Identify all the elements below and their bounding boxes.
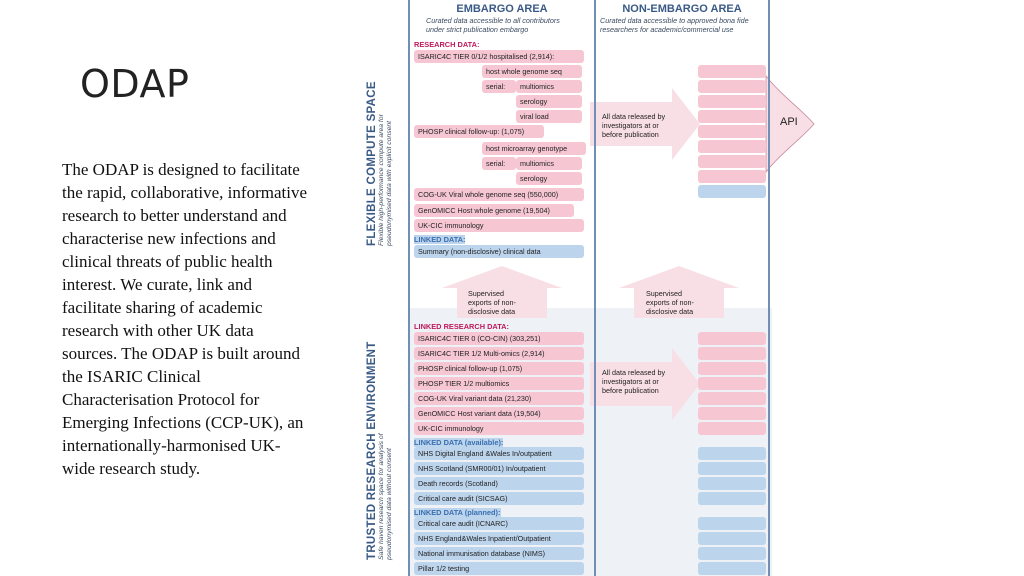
data-item: viral load <box>516 110 582 123</box>
data-item: National immunisation database (NIMS) <box>414 547 584 560</box>
data-item: NHS Scotland (SMR00/01) In/outpatient <box>414 462 584 475</box>
non-embargo-title: NON-EMBARGO AREA <box>622 3 742 15</box>
data-item: PHOSP clinical follow-up: (1,075) <box>414 125 544 138</box>
data-item: Summary (non-disclosive) clinical data <box>414 245 584 258</box>
non-embargo-slot <box>698 95 766 108</box>
data-item: COG-UK Viral variant data (21,230) <box>414 392 584 405</box>
data-item: multiomics <box>516 157 582 170</box>
trusted-research-title: TRUSTED RESEARCH ENVIRONMENT Safe haven research space for analysis of pseudonymised data without consent <box>366 341 393 560</box>
non-embargo-slot <box>698 422 766 435</box>
middle-divider <box>594 0 596 576</box>
data-item: Critical care audit (ICNARC) <box>414 517 584 530</box>
odap-diagram <box>362 0 832 576</box>
data-item: GenOMICC Host variant data (19,504) <box>414 407 584 420</box>
non-embargo-slot <box>698 362 766 375</box>
non-embargo-slot <box>698 492 766 505</box>
linked-research-data-label: LINKED RESEARCH DATA: <box>414 322 509 331</box>
data-item: host microarray genotype <box>482 142 586 155</box>
embargo-title: EMBARGO AREA <box>456 3 548 15</box>
data-item: COG-UK Viral whole genome seq (550,000) <box>414 188 584 201</box>
data-item: Death records (Scotland) <box>414 477 584 490</box>
non-embargo-slot <box>698 462 766 475</box>
data-item: serial: <box>482 80 516 93</box>
data-item: Pillar 1/2 testing <box>414 562 584 575</box>
non-embargo-slot <box>698 80 766 93</box>
data-item: serial: <box>482 157 516 170</box>
non-embargo-slot <box>698 532 766 545</box>
non-embargo-slot <box>698 347 766 360</box>
data-item: NHS England&Wales Inpatient/Outpatient <box>414 532 584 545</box>
left-divider <box>408 0 410 576</box>
release-note-2: All data released by investigators at or before publication <box>602 368 666 395</box>
supervised-note-2: Supervised exports of non- disclosive data <box>646 289 694 316</box>
non-embargo-slot <box>698 140 766 153</box>
data-item: ISARIC4C TIER 1/2 Multi-omics (2,914) <box>414 347 584 360</box>
non-embargo-slot <box>698 125 766 138</box>
api-label: API <box>780 116 798 128</box>
non-embargo-slot <box>698 392 766 405</box>
non-embargo-slot <box>698 332 766 345</box>
non-embargo-slot <box>698 447 766 460</box>
release-note-1: All data released by investigators at or before publication <box>602 112 666 139</box>
linked-data-planned-label: LINKED DATA (planned): <box>414 508 501 517</box>
non-embargo-slot <box>698 110 766 123</box>
non-embargo-subtitle: Curated data accessible to approved bona fide researchers for academic/commercial use <box>600 16 749 34</box>
non-embargo-slot <box>698 377 766 390</box>
data-item: serology <box>516 172 582 185</box>
data-item: UK-CIC immunology <box>414 219 584 232</box>
supervised-note-1: Supervised exports of non- disclosive data <box>468 289 516 316</box>
non-embargo-slot <box>698 547 766 560</box>
non-embargo-slot <box>698 155 766 168</box>
non-embargo-slot <box>698 517 766 530</box>
non-embargo-slot <box>698 407 766 420</box>
data-item: multiomics <box>516 80 582 93</box>
data-item: GenOMICC Host whole genome (19,504) <box>414 204 574 217</box>
linked-data-available-label: LINKED DATA (available): <box>414 438 504 447</box>
data-item: ISARIC4C TIER 0/1/2 hospitalised (2,914): <box>414 50 584 63</box>
non-embargo-slot <box>698 170 766 183</box>
data-item: serology <box>516 95 582 108</box>
linked-data-label: LINKED DATA: <box>414 235 466 244</box>
data-item: UK-CIC immunology <box>414 422 584 435</box>
flexible-compute-title: FLEXIBLE COMPUTE SPACE Flexible high-performance compute area for pseudonymised data with explicit consent <box>366 81 393 246</box>
right-divider <box>768 0 770 576</box>
data-item: Critical care audit (SICSAG) <box>414 492 584 505</box>
non-embargo-slot <box>698 65 766 78</box>
data-item: ISARIC4C TIER 0 (CO-CIN) (303,251) <box>414 332 584 345</box>
non-embargo-slot <box>698 562 766 575</box>
data-item: PHOSP clinical follow-up (1,075) <box>414 362 584 375</box>
data-item: NHS Digital England &Wales In/outpatient <box>414 447 584 460</box>
slide-title: ODAP <box>80 62 190 106</box>
data-item: host whole genome seq <box>482 65 582 78</box>
research-data-label: RESEARCH DATA: <box>414 40 480 49</box>
slide-body-text: The ODAP is designed to facilitate the rapid, collaborative, informative research to better understand and characterise new infections and clinical threats of public health interest. We curate, link and facilitate sharing of academic research with other UK data sources. The ODAP is built around the ISARIC Clinical Characterisation Protocol for Emerging Infections (CCP-UK), an internationally-harmonised UK-wide research study. <box>62 160 307 478</box>
embargo-subtitle: Curated data accessible to all contributors under strict publication embargo <box>426 16 560 34</box>
non-embargo-slot <box>698 477 766 490</box>
non-embargo-slot <box>698 185 766 198</box>
data-item: PHOSP TIER 1/2 multiomics <box>414 377 584 390</box>
